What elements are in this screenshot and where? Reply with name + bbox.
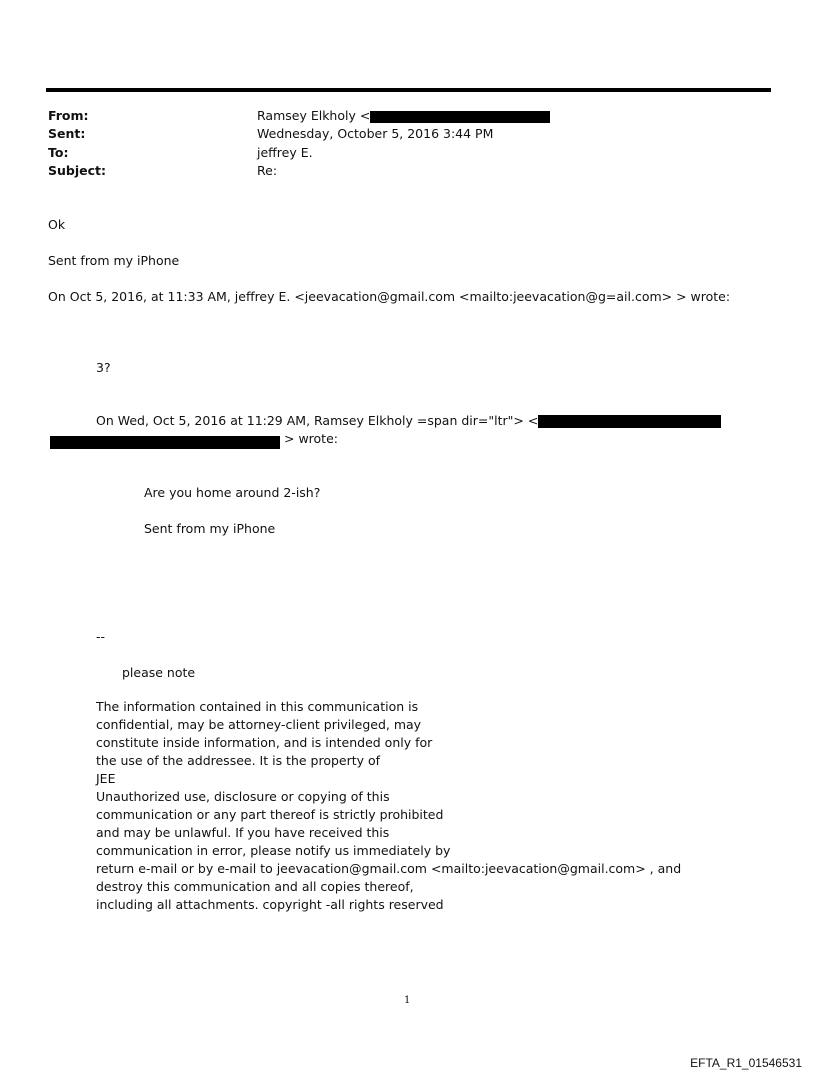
quote2-signature: Sent from my iPhone [144, 521, 276, 536]
redacted-email-continued [50, 436, 280, 449]
sent-value: Wednesday, October 5, 2016 3:44 PM [257, 126, 494, 141]
disclaimer-line: the use of the addressee. It is the property of [96, 753, 381, 768]
disclaimer-line: communication in error, please notify us immediately by [96, 843, 451, 858]
quote1-text: 3? [96, 360, 111, 375]
reply-signature: Sent from my iPhone [48, 253, 180, 268]
sent-label: Sent: [48, 126, 86, 141]
disclaimer-line: including all attachments. copyright -all rights reserved [96, 897, 444, 912]
from-label: From: [48, 108, 89, 123]
signature-separator: -- [96, 629, 106, 644]
disclaimer-line: The information contained in this communication is [96, 699, 419, 714]
from-name: Ramsey Elkholy < [257, 108, 371, 123]
reply-text: Ok [48, 217, 66, 232]
page-number: 1 [404, 995, 411, 1006]
redacted-email [538, 415, 721, 428]
disclaimer-line: return e-mail or by e-mail to jeevacation@gmail.com <mailto:jeevacation@gmail.com> , and [96, 861, 682, 876]
disclaimer-line: and may be unlawful. If you have received this [96, 825, 390, 840]
subject-label: Subject: [48, 163, 106, 178]
disclaimer-line: communication or any part thereof is strictly prohibited [96, 807, 444, 822]
bates-id: EFTA_R1_01546531 [690, 1056, 802, 1070]
to-label: To: [48, 145, 69, 160]
from-value [257, 108, 550, 123]
disclaimer-line: JEE [96, 771, 116, 786]
to-value: jeffrey E. [257, 145, 313, 160]
please-note: please note [122, 665, 196, 680]
disclaimer-line: confidential, may be attorney-client privileged, may [96, 717, 422, 732]
quote1-header: On Oct 5, 2016, at 11:33 AM, jeffrey E. <jeevacation@gmail.com <mailto:jeevacation@g=ail.com> > wrote: [48, 289, 731, 304]
disclaimer [96, 698, 681, 914]
redacted-email [370, 111, 550, 123]
quote2-header-text: On Wed, Oct 5, 2016 at 11:29 AM, Ramsey Elkholy =span dir="ltr"> < [96, 413, 539, 428]
quote2-text: Are you home around 2-ish? [144, 485, 321, 500]
disclaimer-line: Unauthorized use, disclosure or copying of this [96, 789, 390, 804]
subject-value: Re: [257, 163, 278, 178]
quote2-header [96, 413, 721, 428]
disclaimer-line: constitute inside information, and is intended only for [96, 735, 433, 750]
header-rule [46, 88, 771, 92]
quote2-header-cont: > wrote: [284, 431, 338, 446]
disclaimer-line: destroy this communication and all copies thereof, [96, 879, 414, 894]
